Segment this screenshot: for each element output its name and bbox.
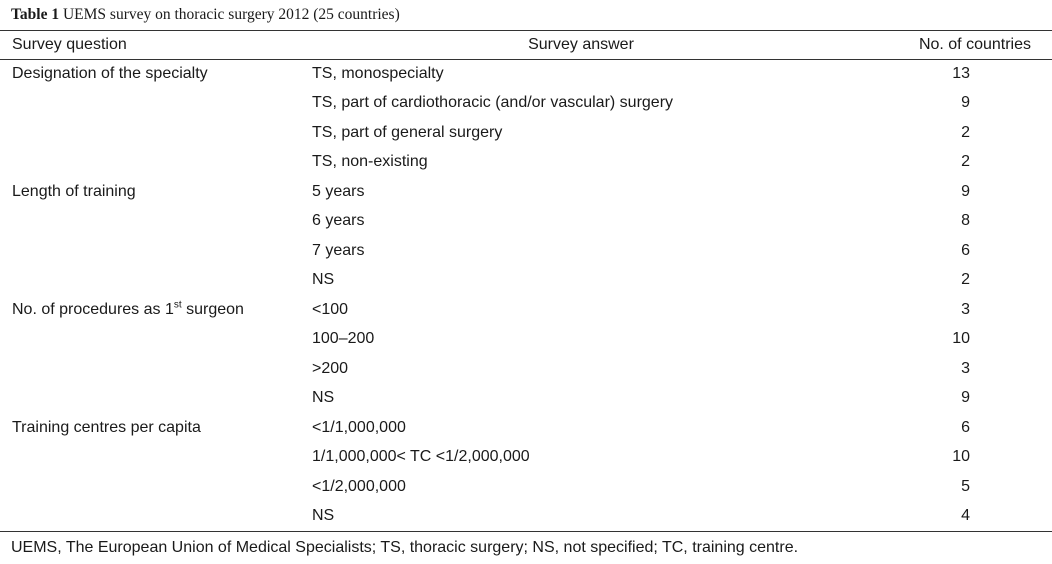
cell-question [0,502,312,532]
cell-answer: >200 [312,359,349,377]
cell-answer: TS, part of cardiothoracic (and/or vascular) surgery [312,94,674,112]
cell-answer: TS, non-existing [312,153,428,171]
table-row [0,236,1052,266]
cell-question [0,207,312,237]
cell-count: 6 [961,241,970,259]
cell-count: 5 [961,477,970,495]
cell-answer: 1/1,000,000< TC <1/2,000,000 [312,448,530,466]
cell-count: 9 [961,389,970,407]
cell-question-text-suffix: surgeon [181,300,244,318]
cell-answer: 6 years [312,212,365,230]
cell-count: 2 [961,123,970,141]
cell-count: 3 [961,359,970,377]
table-row [0,89,1052,119]
cell-count: 6 [961,418,970,436]
cell-count: 4 [961,507,970,525]
table-row [0,472,1052,502]
table-bottom-rule [0,531,1052,532]
table-caption-label: Table 1 [11,6,60,23]
table-header-row [0,31,1052,59]
cell-count: 9 [961,182,970,200]
table-row [0,502,1052,532]
table-row [0,443,1052,473]
cell-question [0,89,312,119]
table-row [0,207,1052,237]
cell-question [0,354,312,384]
cell-answer: 100–200 [312,330,375,348]
cell-answer: 7 years [312,241,365,259]
cell-answer: NS [312,271,335,289]
cell-question-superscript: st [173,299,182,311]
cell-question [0,325,312,355]
header-survey-question: Survey question [12,36,127,53]
table-row [0,413,1052,443]
cell-count: 9 [961,94,970,112]
cell-count: 3 [961,300,970,318]
table-row [0,266,1052,296]
cell-answer: <1/2,000,000 [312,477,406,495]
table-row [0,59,1052,89]
cell-count: 8 [961,212,970,230]
table-row [0,148,1052,178]
table-row [0,354,1052,384]
cell-question [0,118,312,148]
cell-count: 10 [952,448,970,466]
cell-count: 10 [952,330,970,348]
cell-answer: <100 [312,300,349,318]
cell-question [0,266,312,296]
cell-answer: 5 years [312,182,365,200]
cell-question [0,236,312,266]
cell-answer: <1/1,000,000 [312,418,406,436]
table-row [0,384,1052,414]
cell-count: 2 [961,153,970,171]
cell-count: 2 [961,271,970,289]
header-survey-answer: Survey answer [528,36,634,53]
cell-question [0,295,312,325]
cell-count: 13 [952,64,970,82]
cell-question [0,472,312,502]
cell-question [0,384,312,414]
table-row [0,118,1052,148]
cell-question: Length of training [12,182,136,200]
cell-question: Designation of the specialty [12,64,208,82]
table-caption [11,6,400,24]
table-caption-title: UEMS survey on thoracic surgery 2012 (25 countries) [62,6,400,23]
cell-answer: NS [312,507,335,525]
cell-answer: TS, part of general surgery [312,123,503,141]
table-row [0,177,1052,207]
cell-answer: TS, monospecialty [312,64,444,82]
cell-question [0,148,312,178]
cell-question [0,443,312,473]
table-row [0,295,1052,325]
cell-question: Training centres per capita [12,418,201,436]
cell-question-text: No. of procedures as 1 [12,300,174,318]
header-no-of-countries: No. of countries [918,36,1031,53]
table-footnote: UEMS, The European Union of Medical Specialists; TS, thoracic surgery; NS, not specified; TC, training centre. [11,539,799,556]
cell-answer: NS [312,389,335,407]
table-row [0,325,1052,355]
survey-table [0,31,1052,531]
